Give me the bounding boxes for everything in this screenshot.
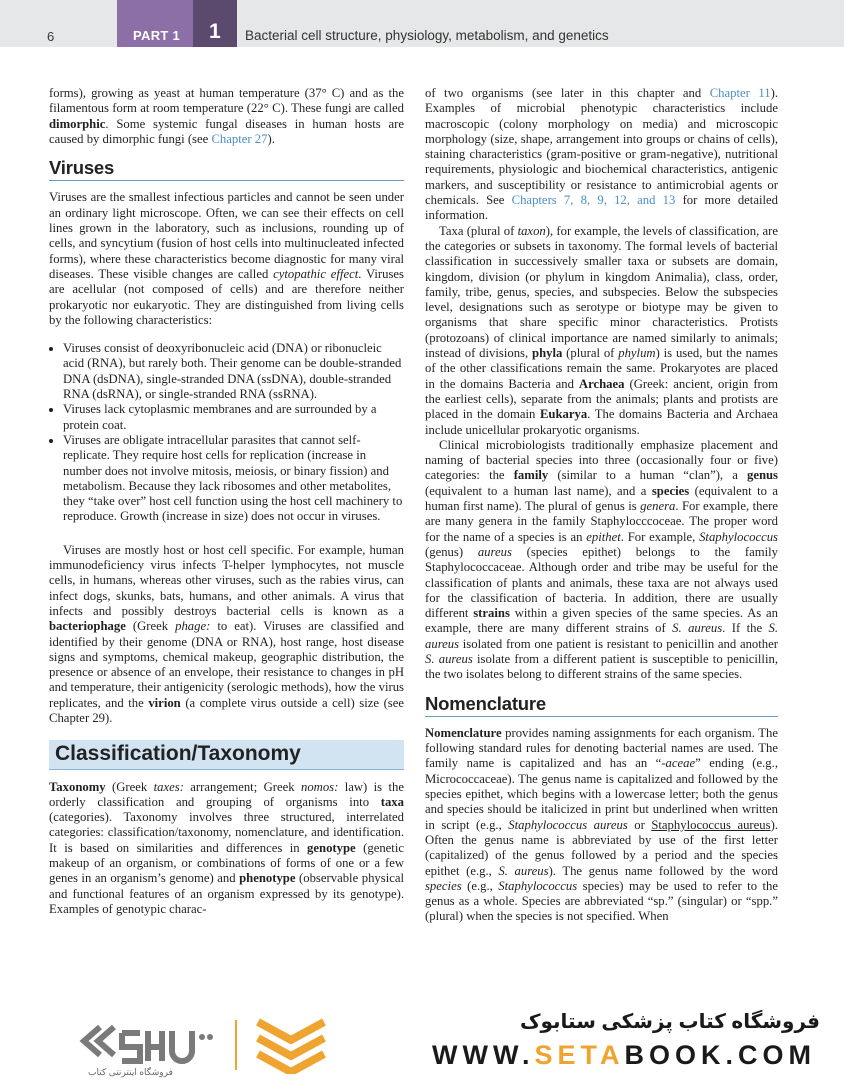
paragraph-taxonomy: Taxonomy (Greek taxes: arrangement; Greek nomos: law) is the orderly classification and grouping of organisms into taxa (categories). Taxonomy involves three structured, interrelated categories: classification/taxonomy, nomenclature, and identification. It is based on similarities and differences in genotype (genetic makeup of an organism, or combinations of forms of one or a few genes in an organism’s genome) and phenotype (observable physical and functional features of an organism expressed by its genotype). Examples of genotypic charac- — [49, 779, 405, 916]
list-item: • Viruses consist of deoxyribonucleic acid (DNA) or ribonucleic acid (RNA), but rarely both. Their genome can be double-stranded DNA (dsDNA), single-stranded DNA (ssDNA), double-stranded RNA (dsRNA), or single-stranded RNA (ssRNA). — [63, 341, 404, 402]
virus-characteristics-list — [49, 341, 404, 525]
viruses-heading: Viruses — [49, 160, 404, 181]
paragraph-viruses-2: Viruses are mostly host or host cell specific. For example, human immunodeficiency virus infects T-helper lymphocytes, not muscle cells, in humans, whereas other viruses, such as the rabies virus, can infect dogs, skunks, bats, humans, and other animals. A virus that infects and possibly destroys bacterial cells is known as a bacteriophage (Greek phage: to eat). Viruses are classified and identified by their genome (DNA or RNA), host range, host disease signs and symptoms, chemical makeup, geographic distribution, the presence or absence of an envelope, their resistance to changes in pH and temperature, their antigenicity (serologic methods), how the virus replicates, and the virion (a complete virus outside a cell) size (see Chapter 29). — [49, 542, 404, 725]
list-item: • Viruses are obligate intracellular parasites that cannot self-replicate. They require host cells for replication (increase in number does not involve mitosis, meiosis, or binary fission) and metabolism. Because they lack ribosomes and other metabolites, they “take over” host cell function using the host cell machinery to reproduce. Growth (increase in size) does not occur in viruses. — [63, 433, 404, 525]
chapter-title: Bacterial cell structure, physiology, metabolism, and genetics — [245, 28, 609, 43]
running-header — [0, 0, 844, 47]
right-column — [425, 86, 778, 925]
chapter-27-link[interactable]: Chapter 27 — [211, 131, 268, 146]
store-watermark — [0, 992, 844, 1080]
paragraph-fungi-intro: forms), growing as yeast at human temperature (37° C) and as the filamentous form at room temperature (22° C). These fungi are called dimorphic. Some systemic fungal diseases in human hosts are caused by dimorphic fungi (see Chapter 27). — [49, 86, 404, 146]
paragraph-clinical: Clinical microbiologists traditionally emphasize placement and naming of bacterial species into three (occasionally four or five) categories: the family (similar to a human “clan”), a genus (equivalent to a human last name), and a species (equivalent to a human first name). The plural of genus is genera. For example, there are many genera in the family Staphylocccoceae. The proper word for the name of a species is an epithet. For example, Staphylococcus (genus) aureus (species epithet) belongs to the family Staphylococcaceae. Although order and tribe may be useful for the classification of plants and animals, these taxa are not always used for the classification of bacteria. In addition, there are usually different strains within a given species of the same species. As an example, there are many different strains of S. aureus. If the S. aureus isolated from one patient is resistant to penicillin and another S. aureus isolate from a different patient is susceptible to penicillin, the two isolates belong to different strains of the same species. — [425, 437, 779, 682]
nomenclature-heading: Nomenclature — [425, 696, 778, 717]
paragraph-taxa: Taxa (plural of taxon), for example, the levels of classification, are the categories or subsets in taxonomy. The formal levels of bacterial classification in successively smaller taxa or subsets are domain, kingdom, division (or phylum in kingdom Animalia), class, order, family, tribe, genus, species, and subspecies. Below the subspecies level, designations such as serotype or biotype may be given to organisms that share specific minor characteristics. Protists (protozoans) of clinical importance are named similarly to animals; instead of divisions, phyla (plural of phylum) is used, but the names of the other classifications remain the same. Prokaryotes are placed in the domains Bacteria and Archaea (Greek: ancient, origin from the earliest cells), separate from the animals; plants and protists are placed in the domain Eukarya. The domains Bacteria and Archaea include unicellular prokaryotic organisms. — [425, 223, 778, 437]
chapter-badge — [193, 0, 237, 47]
chapters-link[interactable]: Chapters 7, 8, 9, 12, and 13 — [511, 193, 676, 208]
store-name: فروشگاه کتاب پزشکی ستابوک — [520, 1011, 821, 1033]
left-column — [49, 86, 404, 917]
page-number: 6 — [47, 29, 55, 44]
book-chevron-icon — [252, 1012, 330, 1074]
chapter-number: 1 — [209, 20, 221, 43]
part-label: PART 1 — [133, 28, 181, 43]
chapter-11-link[interactable]: Chapter 11 — [709, 86, 771, 100]
paragraph-nomenclature: Nomenclature provides naming assignments for each organism. The following standard rules for denoting bacterial names are used. The family name is capitalized and has an “-aceae” ending (e.g., Micrococcaceae). The genus name is capitalized and followed by the species epithet, which begins with a lowercase letter; both the genus and species should be italicized in print but underlined when written in script (e.g., Staphylococcus aureus or Staphylococcus aureus). Often the genus name is abbreviated by use of the first letter (capitalized) of the genus followed by a period and the species epithet (e.g., S. aureus). The genus name followed by the word species (e.g., Staphylococcus species) may be used to refer to the genus as a whole. Species are abbreviated “sp.” (singular) or “spp.” (plural) when the species is not specified. When — [425, 725, 778, 924]
store-url[interactable]: WWW.SETABOOK.COM — [432, 1040, 816, 1070]
part-badge — [117, 0, 193, 47]
paragraph-phenotype: of two organisms (see later in this chapter and Chapter 11). Examples of microbial phenotypic characteristics include macroscopic (colony morphology on media) and microscopic morphology (size, shape, arrangement into groups or chains of cells), staining characteristics (gram-positive or gram-negative), nutritional requirements, physiologic and biochemical characteristics, antigenic markers, and susceptibility or resistance to antimicrobial agents or chemicals. See Chapters 7, 8, 9, 12, and 13 for more detailed information. — [425, 86, 778, 223]
logo-subtitle: فروشگاه اینترنتی کتاب — [88, 1067, 173, 1077]
classification-heading: Classification/Taxonomy — [49, 740, 404, 769]
logo-divider — [235, 1020, 237, 1070]
list-item: • Viruses lack cytoplasmic membranes and are surrounded by a protein coat. — [63, 402, 404, 433]
paragraph-viruses-1: Viruses are the smallest infectious particles and cannot be seen under an ordinary light microscope. Often, we can see their effects on cell lines grown in the laboratory, such as inclusions, rounding up of cells, and syncytium (fusion of host cells into multinucleated infected forms), where these characteristics become diagnostic for many viral diseases. These visible changes are called cytopathic effect. Viruses are acellular (not composed of cells) and are therefore neither prokaryotic nor eukaryotic. They are distinguished from living cells by the following characteristics: — [49, 190, 404, 327]
